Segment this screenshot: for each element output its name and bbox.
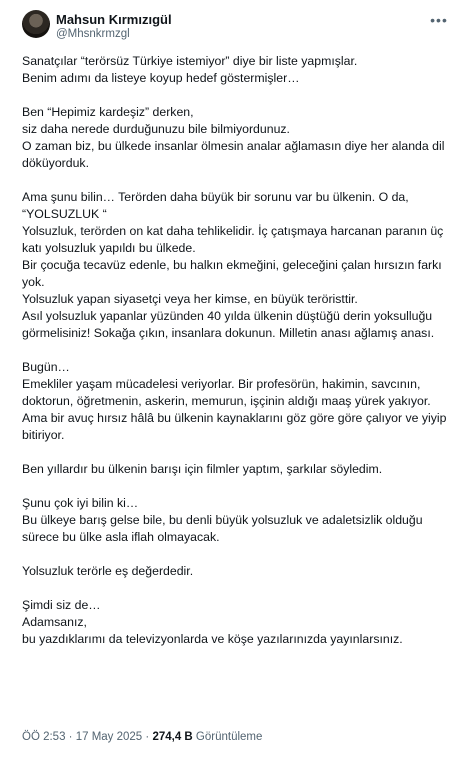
meta-separator: · <box>65 731 76 743</box>
tweet-text: Sanatçılar “terörsüz Türkiye istemiyor” diye bir liste yapmışlar. Benim adımı da listeye koyup hedef göstermişler… Ben “Hepimiz kardeşiz” derken, siz daha nerede durduğunuzu bile bilmiyordunuz. O zaman biz, bu ülkede insanlar ölmesin analar ağlamasın diye her alanda dil döküyorduk. Ama şunu bilin… Terörden daha büyük bir sorunu var bu ülkenin. O da, “YOLSUZLUK “ Yolsuzluk, terörden on kat daha tehlikelidir. İç çatışmaya harcanan paranın üç katı yolsuzluk yapıldı bu ülkede. Bir çocuğa tecavüz edenle, bu halkın ekmeğini, geleceğini çalan hırsızın farkı yok. Yolsuzluk yapan siyasetçi veya her kimse, en büyük teröristtir. Asıl yolsuzluk yapanlar yüzünden 40 yılda ülkenin düştüğü derin yoksulluğu görmelisiniz! Sokağa çıkın, insanlara dokunun. Milletin anası ağlamış anası. Bugün… Emekliler yaşam mücadelesi veriyorlar. Bir profesörün, hakimin, savcının, doktorun, öğretmenin, askerin, memurun, işçinin aldığı maaş yürek yakıyor. Ama bir avuç hırsız hâlâ bu ülkenin kaynaklarını göz göre göre çalıyor ve yiyip bitiriyor. Ben yıllardır bu ülkenin barışı için filmler yaptım, şarkılar söyledim. Şunu çok iyi bilin ki… Bu ülkeye barış gelse bile, bu denli büyük yolsuzluk ve adaletsizlik olduğu sürece bu ülke asla iflah olmayacak. Yolsuzluk terörle eş değerdedir. Şimdi siz de… Adamsanız, bu yazdıklarımı da televizyonlarda ve köşe yazılarınızda yayınlarsınız. <box>22 54 447 646</box>
tweet-meta <box>22 731 262 743</box>
tweet-date[interactable]: 17 May 2025 <box>75 731 143 743</box>
more-horizontal-icon[interactable]: ••• <box>430 12 448 28</box>
tweet-header <box>0 0 467 46</box>
views-label: Görüntüleme <box>195 731 263 743</box>
tweet-time[interactable]: ÖÖ 2:53 <box>22 731 66 743</box>
meta-separator: · <box>142 731 153 743</box>
author-name[interactable]: Mahsun Kırmızıgül <box>56 12 172 27</box>
views-count: 274,4 B <box>152 731 193 743</box>
avatar[interactable] <box>22 10 50 38</box>
author-handle[interactable]: @Mhsnkrmzgl <box>56 28 130 40</box>
